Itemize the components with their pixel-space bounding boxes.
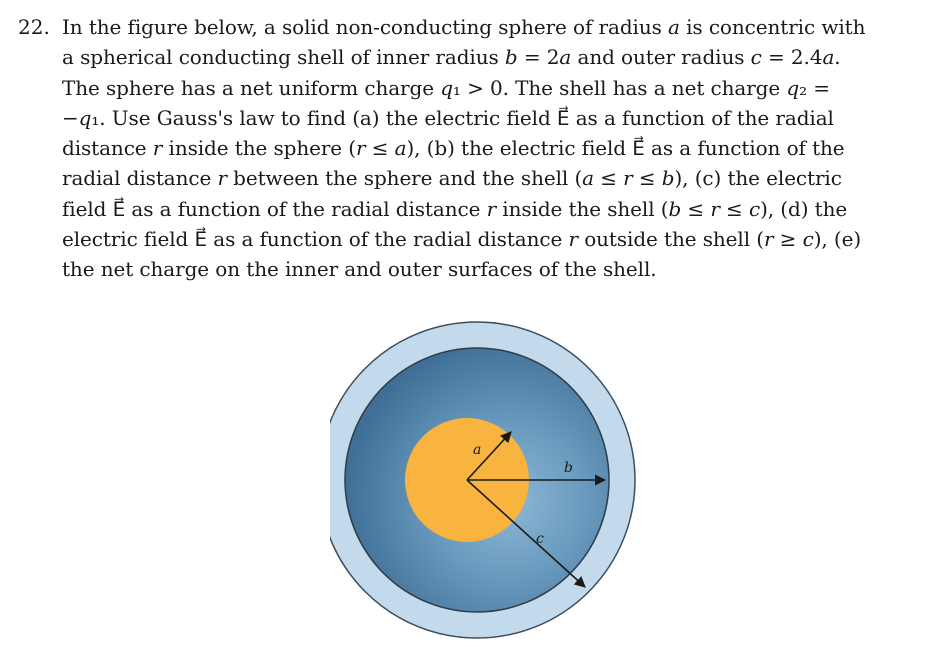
problem-line: radial distance 𝑟 between the sphere and the shell (𝑎 ≤ 𝑟 ≤ 𝑏), (c) the electric xyxy=(62,166,842,191)
problem-line: distance 𝑟 inside the sphere (𝑟 ≤ 𝑎), (b) the electric field E⃗ as a function of the xyxy=(62,136,845,161)
problem-statement xyxy=(18,12,928,285)
label-a: a xyxy=(473,442,482,458)
problem-line: The sphere has a net uniform charge 𝑞₁ > 0. The shell has a net charge 𝑞₂ = xyxy=(62,75,830,100)
label-b: b xyxy=(564,460,573,476)
label-c: c xyxy=(536,531,544,547)
sphere-shell-figure xyxy=(330,312,640,647)
problem-line: field E⃗ as a function of the radial distance 𝑟 inside the shell (𝑏 ≤ 𝑟 ≤ 𝑐), (d) the xyxy=(62,196,848,221)
problem-line: In the figure below, a solid non-conducting sphere of radius 𝑎 is concentric with xyxy=(62,15,866,39)
problem-number: 22. xyxy=(18,15,50,39)
problem-text xyxy=(62,12,928,285)
problem-line: electric field E⃗ as a function of the radial distance 𝑟 outside the shell (𝑟 ≥ 𝑐), (e) xyxy=(62,227,862,252)
problem-line: the net charge on the inner and outer surfaces of the shell. xyxy=(62,257,657,282)
problem-line: −𝑞₁. Use Gauss's law to find (a) the electric field E⃗ as a function of the radial xyxy=(62,105,834,130)
problem-line: a spherical conducting shell of inner radius 𝑏 = 2𝑎 and outer radius 𝑐 = 2.4𝑎. xyxy=(62,45,841,70)
figure-svg xyxy=(330,312,640,647)
